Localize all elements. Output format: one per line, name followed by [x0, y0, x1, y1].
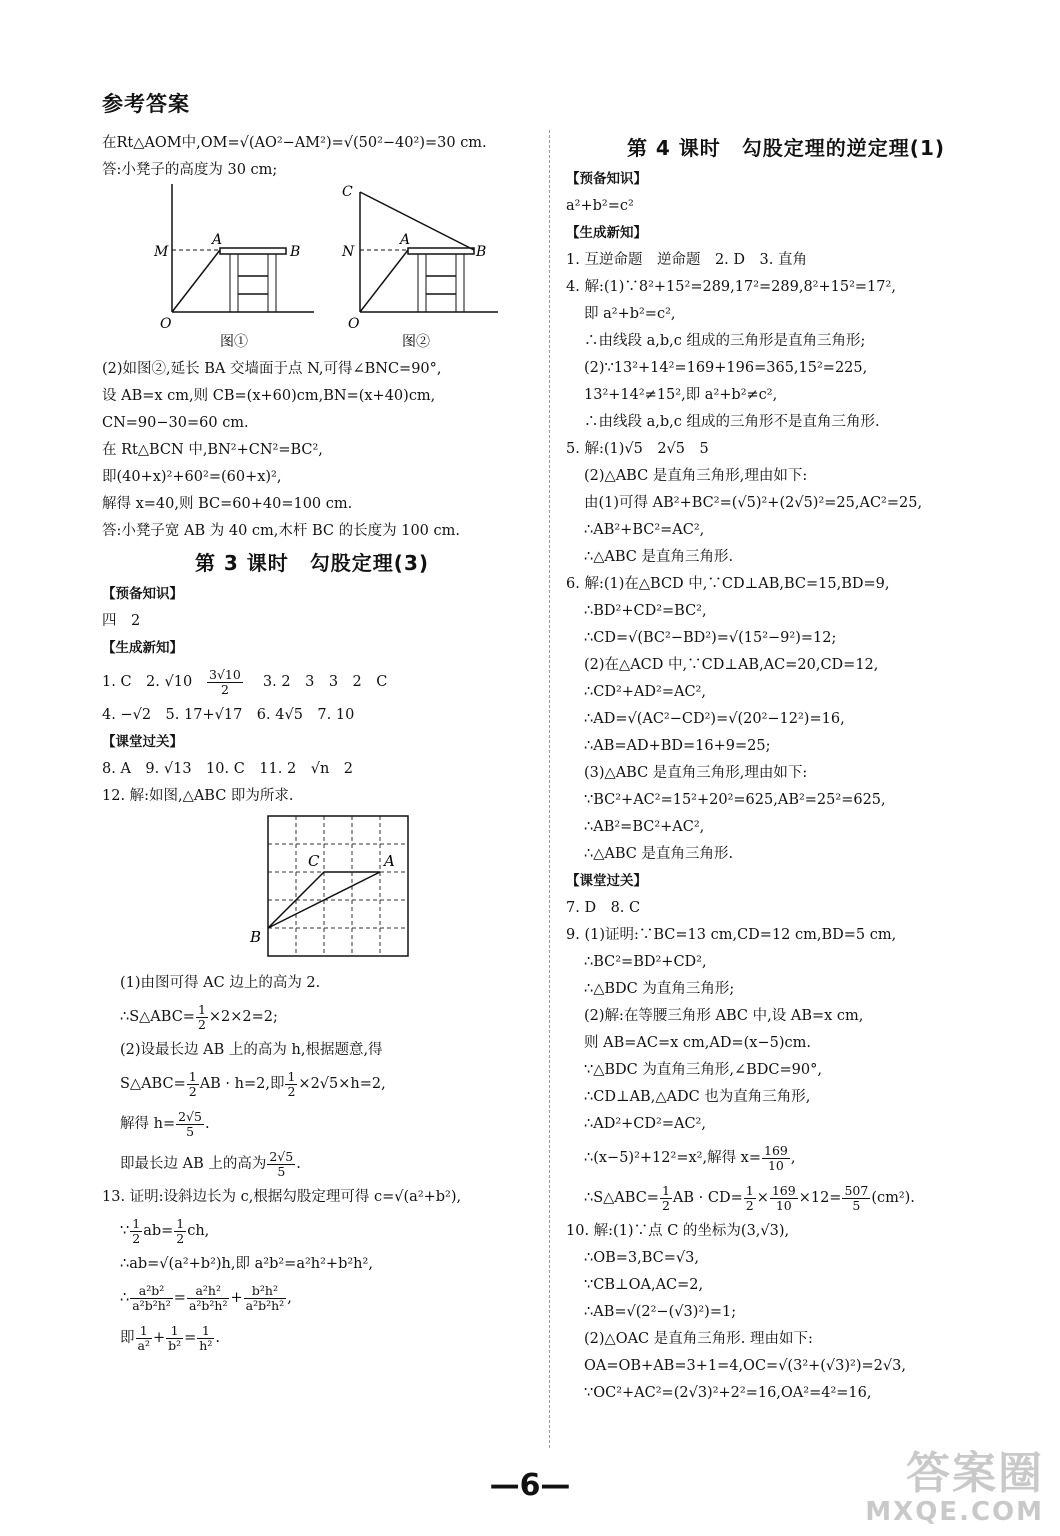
answer-line: ∴AB=AD+BD=16+9=25;: [584, 738, 771, 754]
denominator: 10: [775, 1197, 792, 1213]
answer-line: ∵OC²+AC²=(2√3)²+2²=16,OA²=4²=16,: [584, 1385, 872, 1401]
page-header: 参考答案: [102, 92, 190, 116]
answer-line: ∴OB=3,BC=√3,: [584, 1250, 699, 1266]
answer-line: 四 2: [102, 613, 141, 629]
answer-line: ∴AD=√(AC²−CD²)=√(20²−12²)=16,: [584, 711, 845, 727]
answer-line: ∴ $\frac{\text{a²b²}}{\text{a²b²h²}}$ = $\frac{\text{a²h²}}{\text{a²b²h²}}$ + $\frac{\text{b²h²}}{\text{a²b²h²}}$ ,: [120, 1282, 292, 1313]
answer-line: 答:小凳子宽 AB 为 40 cm,木杆 BC 的长度为 100 cm.: [102, 523, 460, 539]
answer-line: 解得 x=40,则 BC=60+40=100 cm.: [102, 496, 353, 512]
lesson-title: 第 4 课时 勾股定理的逆定理(1): [626, 136, 946, 160]
answer-line: ∴(x−5)²+12²=x²,解得 x= $\frac{169}{10}$ ,: [584, 1142, 796, 1173]
answer-line: ∴CD²+AD²=AC²,: [584, 684, 706, 700]
answer-line: ∴AB²=BC²+AC²,: [584, 819, 705, 835]
answer-text: 即: [120, 1330, 135, 1346]
fraction: [267, 1150, 295, 1179]
answer-line: ∴AB²+BC²=AC²,: [584, 522, 705, 538]
fraction: [196, 1003, 208, 1032]
numerator: 169: [764, 1142, 788, 1158]
answer-line: ∴CD=√(BC²−BD²)=√(15²−9²)=12;: [584, 630, 837, 646]
answer-line: ∵BC²+AC²=15²+20²=625,AB²=25²=625,: [584, 792, 886, 808]
numerator: 1: [166, 1324, 183, 1339]
label-A: A: [400, 232, 411, 248]
answer-text: 3. 2 3 3 2 C: [248, 674, 388, 690]
fraction: [187, 1070, 199, 1099]
numerator: 1: [136, 1324, 152, 1339]
fraction: [187, 1284, 230, 1313]
answer-line: OA=OB+AB=3+1=4,OC=√(3²+(√3)²)=2√3,: [584, 1358, 906, 1374]
label-O: O: [160, 316, 172, 332]
label-B: B: [290, 244, 301, 260]
section-tag: 【生成新知】: [102, 640, 183, 656]
answer-line: [102, 1064, 522, 1104]
answer-text: ∴S△ABC=: [584, 1190, 659, 1206]
fraction: [770, 1184, 798, 1213]
fraction: [842, 1184, 870, 1213]
label-C: C: [342, 184, 353, 200]
fraction: [244, 1284, 287, 1313]
answer-line: (1)由图可得 AC 边上的高为 2.: [120, 975, 321, 991]
answer-line: 13²+14²≠15²,即 a²+b²≠c²,: [584, 387, 778, 403]
lesson-title: 第 3 课时 勾股定理(3): [194, 551, 430, 575]
answer-text: ∵: [120, 1223, 130, 1239]
answer-line: 则 AB=AC=x cm,AD=(x−5)cm.: [584, 1035, 811, 1051]
numerator: 1: [287, 1068, 296, 1084]
numerator: 2√5: [269, 1148, 294, 1164]
answer-line: ∴由线段 a,b,c 组成的三角形是直角三角形;: [584, 333, 866, 349]
answer-line: [102, 1211, 522, 1251]
answer-line: (2)设最长边 AB 上的高为 h,根据题意,得: [120, 1042, 383, 1058]
label-C: C: [308, 852, 320, 870]
figure-2: [341, 184, 498, 350]
denominator: a²: [137, 1337, 150, 1353]
denominator: 2: [745, 1197, 754, 1213]
answer-text: 1. C 2. √10: [102, 674, 193, 690]
label-A: A: [212, 232, 223, 248]
numerator: 3√10: [209, 666, 241, 682]
fraction: [136, 1324, 152, 1353]
answer-line: 13. 证明:设斜边长为 c,根据勾股定理可得 c=√(a²+b²),: [102, 1189, 462, 1205]
answer-line: (2)解:在等腰三角形 ABC 中,设 AB=x cm,: [584, 1008, 864, 1024]
section-tag: 【预备知识】: [566, 171, 647, 187]
answer-text: ch,: [187, 1223, 210, 1239]
numerator: a²b²: [130, 1284, 173, 1299]
denominator: 2: [132, 1230, 141, 1246]
answer-text: S△ABC=: [120, 1076, 186, 1092]
numerator: 1: [197, 1001, 206, 1017]
answer-line: ∴ab=√(a²+b²)h,即 a²b²=a²h²+b²h²,: [120, 1256, 373, 1272]
denominator: a²b²h²: [132, 1297, 171, 1313]
answer-line: 7. D 8. C: [566, 900, 641, 916]
answer-line: 即(40+x)²+60²=(60+x)²,: [102, 469, 282, 485]
fraction: [762, 1144, 790, 1173]
answer-text: ab=: [143, 1223, 174, 1239]
numerator: 1: [197, 1324, 214, 1339]
denominator: 2: [176, 1230, 185, 1246]
answer-line: 6. 解:(1)在△BCD 中,∵CD⊥AB,BC=15,BD=9,: [566, 576, 890, 592]
left-column: [102, 130, 522, 1358]
answer-text: AB · CD=: [672, 1190, 743, 1206]
right-column: [566, 130, 1006, 1407]
figure-caption: 图①: [220, 334, 248, 350]
denominator: 2: [220, 681, 229, 697]
answer-line: 即 $\frac{1}{\text{a²}}$ + $\frac{1}{\text{b²}}$ = $\frac{1}{\text{h²}}$ .: [120, 1322, 220, 1353]
label-B: B: [250, 928, 262, 946]
denominator: 5: [852, 1197, 861, 1213]
denominator: 2: [287, 1083, 296, 1099]
label-O: O: [348, 316, 360, 332]
denominator: b²: [168, 1337, 182, 1353]
denominator: a²b²h²: [188, 1297, 228, 1313]
watermark: [865, 1450, 1044, 1526]
denominator: 5: [277, 1163, 286, 1179]
answer-text: ×2×2=2;: [208, 1009, 278, 1025]
fraction: [130, 1217, 142, 1246]
answer-text: AB · h=2,即: [199, 1076, 285, 1092]
answer-line: 在 Rt△BCN 中,BN²+CN²=BC²,: [102, 442, 323, 458]
fraction: [174, 1217, 186, 1246]
answer-line: (2)△ABC 是直角三角形,理由如下:: [584, 468, 808, 484]
answer-text: ∴S△ABC=: [120, 1009, 195, 1025]
label-M: M: [154, 244, 169, 260]
fraction: [176, 1110, 204, 1139]
numerator: 1: [188, 1068, 197, 1084]
answer-text: ×: [756, 1190, 769, 1206]
fraction: [130, 1284, 173, 1313]
answer-text: ∴(x−5)²+12²=x²,解得 x=: [584, 1150, 762, 1166]
answer-line: (3)△ABC 是直角三角形,理由如下:: [584, 765, 808, 781]
answer-line: 5. 解:(1)√5 2√5 5: [566, 441, 709, 457]
answer-line: 在Rt△AOM中,OM=√(AO²−AM²)=√(50²−40²)=30 cm.: [102, 135, 487, 151]
answer-line: CN=90−30=60 cm.: [102, 415, 249, 431]
denominator: 2: [188, 1083, 197, 1099]
answer-line: 解得 h= $\frac{2√5}{5}$ .: [120, 1108, 210, 1139]
answer-line: ∴CD⊥AB,△ADC 也为直角三角形,: [584, 1089, 811, 1105]
numerator: 1: [132, 1215, 141, 1231]
answer-line: 12. 解:如图,△ABC 即为所求.: [102, 788, 294, 804]
answer-line: (2)∵13²+14²=169+196=365,15²=225,: [584, 360, 868, 376]
section-tag: 【课堂过关】: [102, 734, 183, 750]
fraction: [197, 1324, 214, 1353]
answer-line: 设 AB=x cm,则 CB=(x+60)cm,BN=(x+40)cm,: [102, 388, 436, 404]
answer-line: [102, 997, 522, 1037]
denominator: 10: [767, 1157, 784, 1173]
answer-text: 即最长边 AB 上的高为: [120, 1156, 267, 1172]
fraction: [285, 1070, 297, 1099]
answer-text: (cm²).: [871, 1190, 915, 1206]
answer-line: 1. 互逆命题 逆命题 2. D 3. 直角: [566, 252, 807, 268]
numerator: 1: [176, 1215, 185, 1231]
answer-line: 9. (1)证明:∵BC=13 cm,CD=12 cm,BD=5 cm,: [566, 927, 897, 943]
label-B: B: [476, 244, 487, 260]
section-tag: 【预备知识】: [102, 586, 183, 602]
answer-line: ∵CB⊥OA,AC=2,: [584, 1277, 704, 1293]
answer-line: 由(1)可得 AB²+BC²=(√5)²+(2√5)²=25,AC²=25,: [584, 495, 923, 511]
numerator: 507: [844, 1182, 869, 1198]
column-divider: [549, 130, 550, 1448]
watermark-url: MXQE.COM: [865, 1497, 1044, 1527]
figure-1: [153, 184, 314, 350]
answer-line: (2)△OAC 是直角三角形. 理由如下:: [584, 1331, 813, 1347]
label-N: N: [342, 244, 355, 260]
answer-line: ∴△BDC 为直角三角形;: [584, 981, 735, 997]
fraction: [166, 1324, 183, 1353]
page-number: —6—: [489, 1468, 571, 1503]
figure-caption: 图②: [402, 334, 430, 350]
answer-line: ∴BC²=BD²+CD²,: [584, 954, 707, 970]
answer-text: 解得 h=: [120, 1116, 176, 1132]
section-tag: 【生成新知】: [566, 225, 647, 241]
answer-line: [566, 1178, 1006, 1218]
answer-line: 4. −√2 5. 17+√17 6. 4√5 7. 10: [102, 707, 355, 723]
answer-line: 答:小凳子的高度为 30 cm;: [102, 162, 278, 178]
denominator: 2: [197, 1016, 206, 1032]
answer-line: ∴△ABC 是直角三角形.: [584, 846, 734, 862]
numerator: 169: [771, 1182, 796, 1198]
answer-line: ∴△ABC 是直角三角形.: [584, 549, 734, 565]
numerator: b²h²: [244, 1284, 287, 1299]
answer-line: ∴由线段 a,b,c 组成的三角形不是直角三角形.: [584, 414, 880, 430]
section-tag: 【课堂过关】: [566, 873, 647, 889]
answer-line: ∴AB=√(2²−(√3)²)=1;: [584, 1304, 737, 1320]
fraction: [744, 1184, 756, 1213]
answer-line: 即最长边 AB 上的高为 $\frac{2√5}{5}$ .: [120, 1148, 301, 1179]
stool-figures: [102, 184, 522, 356]
numerator: 2√5: [178, 1108, 202, 1124]
answer-line: (2)在△ACD 中,∵CD⊥AB,AC=20,CD=12,: [584, 657, 879, 673]
answer-line: ∴AD²+CD²=AC²,: [584, 1116, 706, 1132]
numerator: 1: [661, 1182, 670, 1198]
denominator: h²: [199, 1337, 213, 1353]
denominator: 5: [186, 1123, 195, 1139]
denominator: a²b²h²: [245, 1297, 285, 1313]
label-A: A: [384, 852, 395, 870]
fraction: [207, 668, 243, 697]
grid-figure: [102, 810, 522, 970]
denominator: 2: [661, 1197, 670, 1213]
answer-text: ×12=: [798, 1190, 842, 1206]
answer-line: [102, 662, 522, 702]
answer-line: ∵△BDC 为直角三角形,∠BDC=90°,: [584, 1062, 822, 1078]
answer-line: 即 a²+b²=c²,: [584, 306, 676, 322]
answer-line: a²+b²=c²: [566, 198, 634, 214]
answer-line: (2)如图②,延长 BA 交墙面于点 N,可得∠BNC=90°,: [102, 361, 442, 377]
watermark-logo: 答案圈: [906, 1448, 1044, 1499]
answer-text: ∴: [120, 1290, 130, 1306]
answer-line: 10. 解:(1)∵点 C 的坐标为(3,√3),: [566, 1223, 790, 1239]
answer-line: 8. A 9. √13 10. C 11. 2 √n 2: [102, 761, 354, 777]
numerator: a²h²: [187, 1284, 230, 1299]
answer-line: ∴BD²+CD²=BC²,: [584, 603, 707, 619]
answer-text: ×2√5×h=2,: [298, 1076, 386, 1092]
numerator: 1: [745, 1182, 754, 1198]
answer-line: 4. 解:(1)∵8²+15²=289,17²=289,8²+15²=17²,: [566, 279, 896, 295]
fraction: [660, 1184, 672, 1213]
